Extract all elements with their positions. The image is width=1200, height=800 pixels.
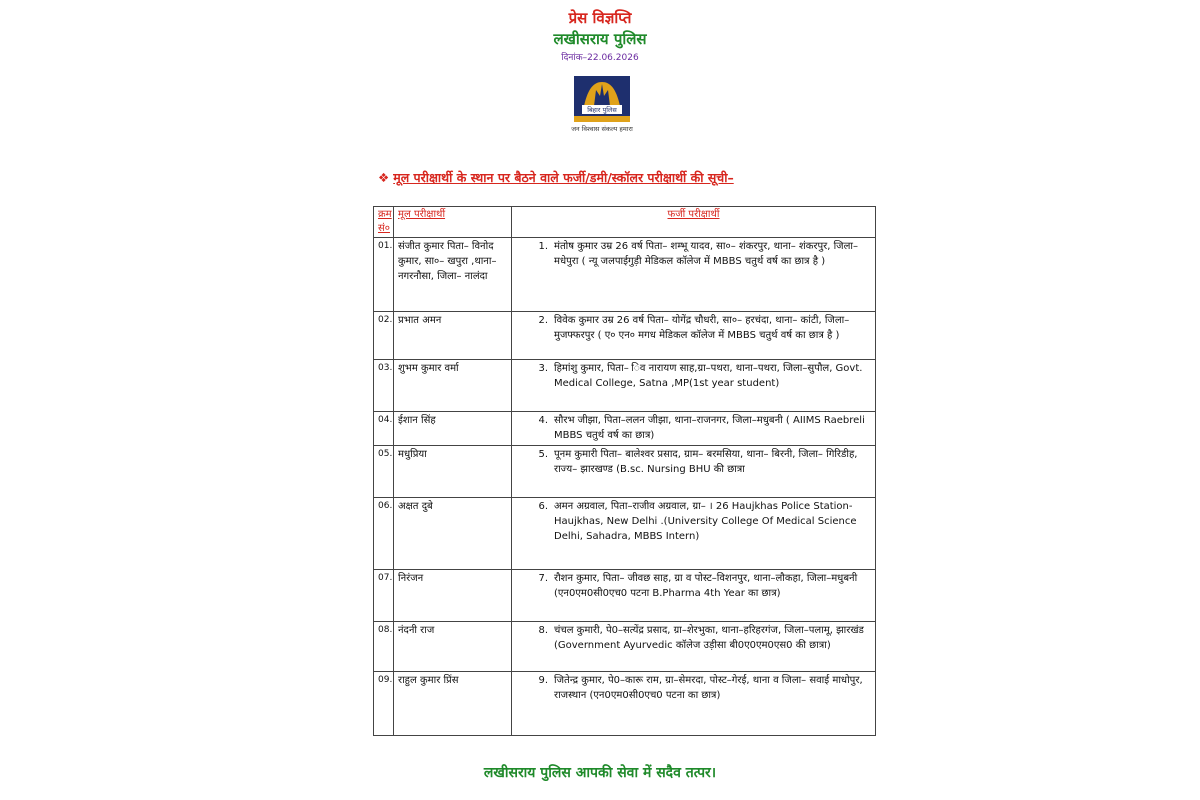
diamond-bullet-icon: ❖ — [378, 170, 390, 185]
table-row — [374, 498, 876, 570]
row-fake-candidate — [512, 412, 876, 446]
fake-index: 3. — [538, 363, 548, 374]
row-original-candidate: मधुप्रिया — [394, 446, 512, 498]
row-serial: 02. — [374, 312, 394, 360]
fake-index: 5. — [538, 449, 548, 460]
row-serial: 06. — [374, 498, 394, 570]
police-district-name: लखीसराय पुलिस — [553, 30, 647, 48]
header-fake-candidate: फर्जी परीक्षार्थी — [512, 207, 876, 238]
fake-details: रौशन कुमार, पिता– जीवछ साह, ग्रा व पोस्ट–विशनपुर, थाना–लौकहा, जिला–मधुबनी (एन0एम0सी0एच0 पटना B.Pharma 4th Year का छात्र) — [554, 573, 858, 599]
fake-details: सौरभ जीझा, पिता–ललन जीझा, थाना–राजनगर, जिला–मधुबनी ( AIIMS Raebreli MBBS चतुर्थ वर्ष का छात्र) — [554, 415, 865, 441]
fake-index: 4. — [538, 415, 548, 426]
footer-slogan: लखीसराय पुलिस आपकी सेवा में सदैव तत्पर। — [483, 765, 717, 781]
row-original-candidate: ईशान सिंह — [394, 412, 512, 446]
row-serial: 03. — [374, 360, 394, 412]
list-heading — [378, 169, 848, 186]
fake-index: 8. — [538, 625, 548, 636]
row-serial: 07. — [374, 570, 394, 622]
fake-index: 9. — [538, 675, 548, 686]
fake-details: चंचल कुमारी, पे0–सत्येंद्र प्रसाद, ग्रा–शेरभुका, थाना–हरिहरगंज, जिला–पलामू, झारखंड (Government Ayurvedic कॉलेज उड़ीसा बी0ए0एम0एस0 की छात्रा) — [554, 625, 864, 651]
row-fake-candidate — [512, 312, 876, 360]
table-row — [374, 672, 876, 736]
row-serial: 05. — [374, 446, 394, 498]
row-original-candidate: प्रभात अमन — [394, 312, 512, 360]
row-original-candidate: अक्षत दुबे — [394, 498, 512, 570]
dummy-candidate-table — [373, 206, 876, 736]
row-fake-candidate — [512, 498, 876, 570]
row-original-candidate: नंदनी राज — [394, 622, 512, 672]
table-row — [374, 312, 876, 360]
police-motto: जन विश्वास संकल्प हमारा — [571, 125, 633, 133]
row-fake-candidate — [512, 360, 876, 412]
table-header-row — [374, 207, 876, 238]
row-fake-candidate — [512, 238, 876, 312]
fake-details: हिमांशु कुमार, पिता– िव नारायण साह,ग्रा–पथरा, थाना–पथरा, जिला–सुपौल, Govt. Medical College, Satna ,MP(1st year student) — [554, 363, 863, 389]
fake-details: जितेन्द्र कुमार, पे0–कारू राम, ग्रा–सेमरदा, पोस्ट–गेरई, थाना व जिला– सवाई माधोपुर, राजस्थान (एन0एम0सी0एच0 पटना का छात्र) — [554, 675, 863, 701]
row-original-candidate: संजीत कुमार पिता– विनोद कुमार, सा०– खपुरा ,थाना– नगरनौसा, जिला– नालंदा — [394, 238, 512, 312]
logo-text: बिहार पुलिस — [587, 106, 617, 114]
table-row — [374, 622, 876, 672]
row-serial: 09. — [374, 672, 394, 736]
header-original-candidate: मूल परीक्षार्थी — [394, 207, 512, 238]
table-row — [374, 412, 876, 446]
table-row — [374, 570, 876, 622]
row-fake-candidate — [512, 672, 876, 736]
fake-index: 1. — [538, 241, 548, 252]
table-row — [374, 446, 876, 498]
row-serial: 04. — [374, 412, 394, 446]
row-fake-candidate — [512, 570, 876, 622]
list-heading-text: मूल परीक्षार्थी के स्थान पर बैठने वाले फर्जी/डमी/स्कॉलर परीक्षार्थी की सूची– — [393, 170, 734, 185]
fake-details: मंतोष कुमार उम्र 26 वर्ष पिता– शम्भू यादव, सा०– शंकरपुर, थाना– शंकरपुर, जिला– मधेपुरा ( न्यू जलपाईगुड़ी मेडिकल कॉलेज में MBBS चतुर्थ वर्ष का छात्र है ) — [554, 241, 858, 267]
row-original-candidate: निरंजन — [394, 570, 512, 622]
press-release-title: प्रेस विज्ञप्ति — [568, 9, 632, 27]
row-serial: 08. — [374, 622, 394, 672]
row-original-candidate: राहुल कुमार प्रिंस — [394, 672, 512, 736]
fake-details: पूनम कुमारी पिता– बालेश्वर प्रसाद, ग्राम– बरमसिया, थाना– बिरनी, जिला– गिरिडीह, राज्य– झारखण्ड (B.sc. Nursing BHU की छात्रा — [554, 449, 858, 475]
row-original-candidate: शुभम कुमार वर्मा — [394, 360, 512, 412]
table-row — [374, 238, 876, 312]
release-date: दिनांक–22.06.2026 — [561, 53, 639, 63]
fake-details: अमन अग्रवाल, पिता–राजीव अग्रवाल, ग्रा– । 26 Haujkhas Police Station- Haujkhas, New Delhi .(University College Of Medical Science Delhi, Sahadra, MBBS Intern) — [554, 501, 857, 542]
table-row — [374, 360, 876, 412]
row-serial: 01. — [374, 238, 394, 312]
fake-details: विवेक कुमार उम्र 26 वर्ष पिता– योगेंद्र चौधरी, सा०– हरचंदा, थाना– कांटी, जिला– मुजफ्फरपुर ( ए० एन० मगध मेडिकल कॉलेज में MBBS चतुर्थ वर्ष का छात्र है ) — [554, 315, 850, 341]
fake-index: 2. — [538, 315, 548, 326]
fake-index: 7. — [538, 573, 548, 584]
bihar-police-logo — [574, 76, 630, 122]
header-serial: क्रम सं० — [374, 207, 394, 238]
row-fake-candidate — [512, 622, 876, 672]
row-fake-candidate — [512, 446, 876, 498]
fake-index: 6. — [538, 501, 548, 512]
